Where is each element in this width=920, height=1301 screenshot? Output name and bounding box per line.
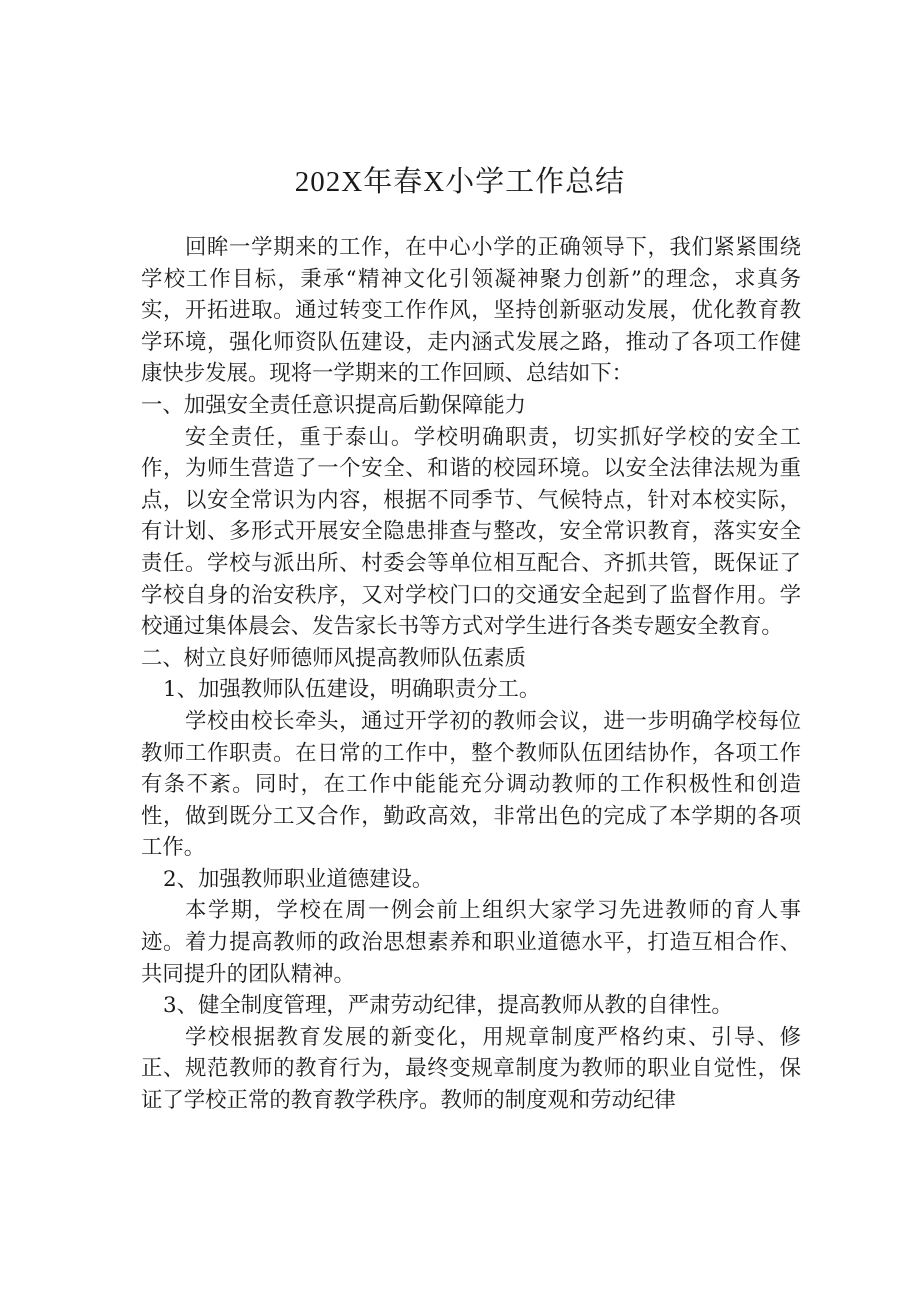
- paragraph-safety: 安全责任，重于泰山。学校明确职责，切实抓好学校的安全工作，为师生营造了一个安全、和谐的校园环境。以安全法律法规为重点，以安全常识为内容，根据不同季节、气候特点，针对本校实际，有计划、多形式开展安全隐患排查与整改，安全常识教育，落实安全责任。学校与派出所、村委会等单位相互配合、齐抓共管，既保证了学校自身的治安秩序，又对学校门口的交通安全起到了监督作用。学校通过集体晨会、发告家长书等方式对学生进行各类专题安全教育。: [141, 424, 801, 640]
- paragraph-rules: 学校根据教育发展的新变化，用规章制度严格约束、引导、修正、规范教师的教育行为，最终变规章制度为教师的职业自觉性，保证了学校正常的教育教学秩序。教师的制度观和劳动纪律: [141, 1024, 801, 1114]
- section-heading-2: 二、树立良好师德师风提高教师队伍素质: [141, 645, 527, 671]
- subheading-2: 2、加强教师职业道德建设。: [163, 866, 434, 892]
- paragraph-ethics: 本学期，学校在周一例会前上组织大家学习先进教师的育人事迹。着力提高教师的政治思想素养和职业道德水平，打造互相合作、共同提升的团队精神。: [141, 898, 801, 987]
- subheading-3: 3、健全制度管理，严肃劳动纪律，提高教师从教的自律性。: [163, 993, 733, 1019]
- document-title: 202X年春X小学工作总结: [294, 166, 626, 198]
- paragraph-team: 学校由校长牵头，通过开学初的教师会议，进一步明确学校每位教师工作职责。在日常的工作中，整个教师队伍团结协作，各项工作有条不紊。同时，在工作中能能充分调动教师的工作积极性和创造性，做到既分工又合作，勤政高效，非常出色的完成了本学期的各项工作。: [141, 708, 801, 861]
- subheading-1: 1、加强教师队伍建设，明确职责分工。: [163, 677, 541, 703]
- section-heading-1: 一、加强安全责任意识提高后勤保障能力: [141, 392, 527, 418]
- document-body: [141, 232, 801, 1117]
- paragraph-intro: 回眸一学期来的工作，在中心小学的正确领导下，我们紧紧围绕学校工作目标，秉承“精神文化引领凝神聚力创新”的理念，求真务实，开拓进取。通过转变工作作风，坚持创新驱动发展，优化教育教学环境，强化师资队伍建设，走内涵式发展之路，推动了各项工作健康快步发展。现将一学期来的工作回顾、总结如下：: [141, 235, 801, 387]
